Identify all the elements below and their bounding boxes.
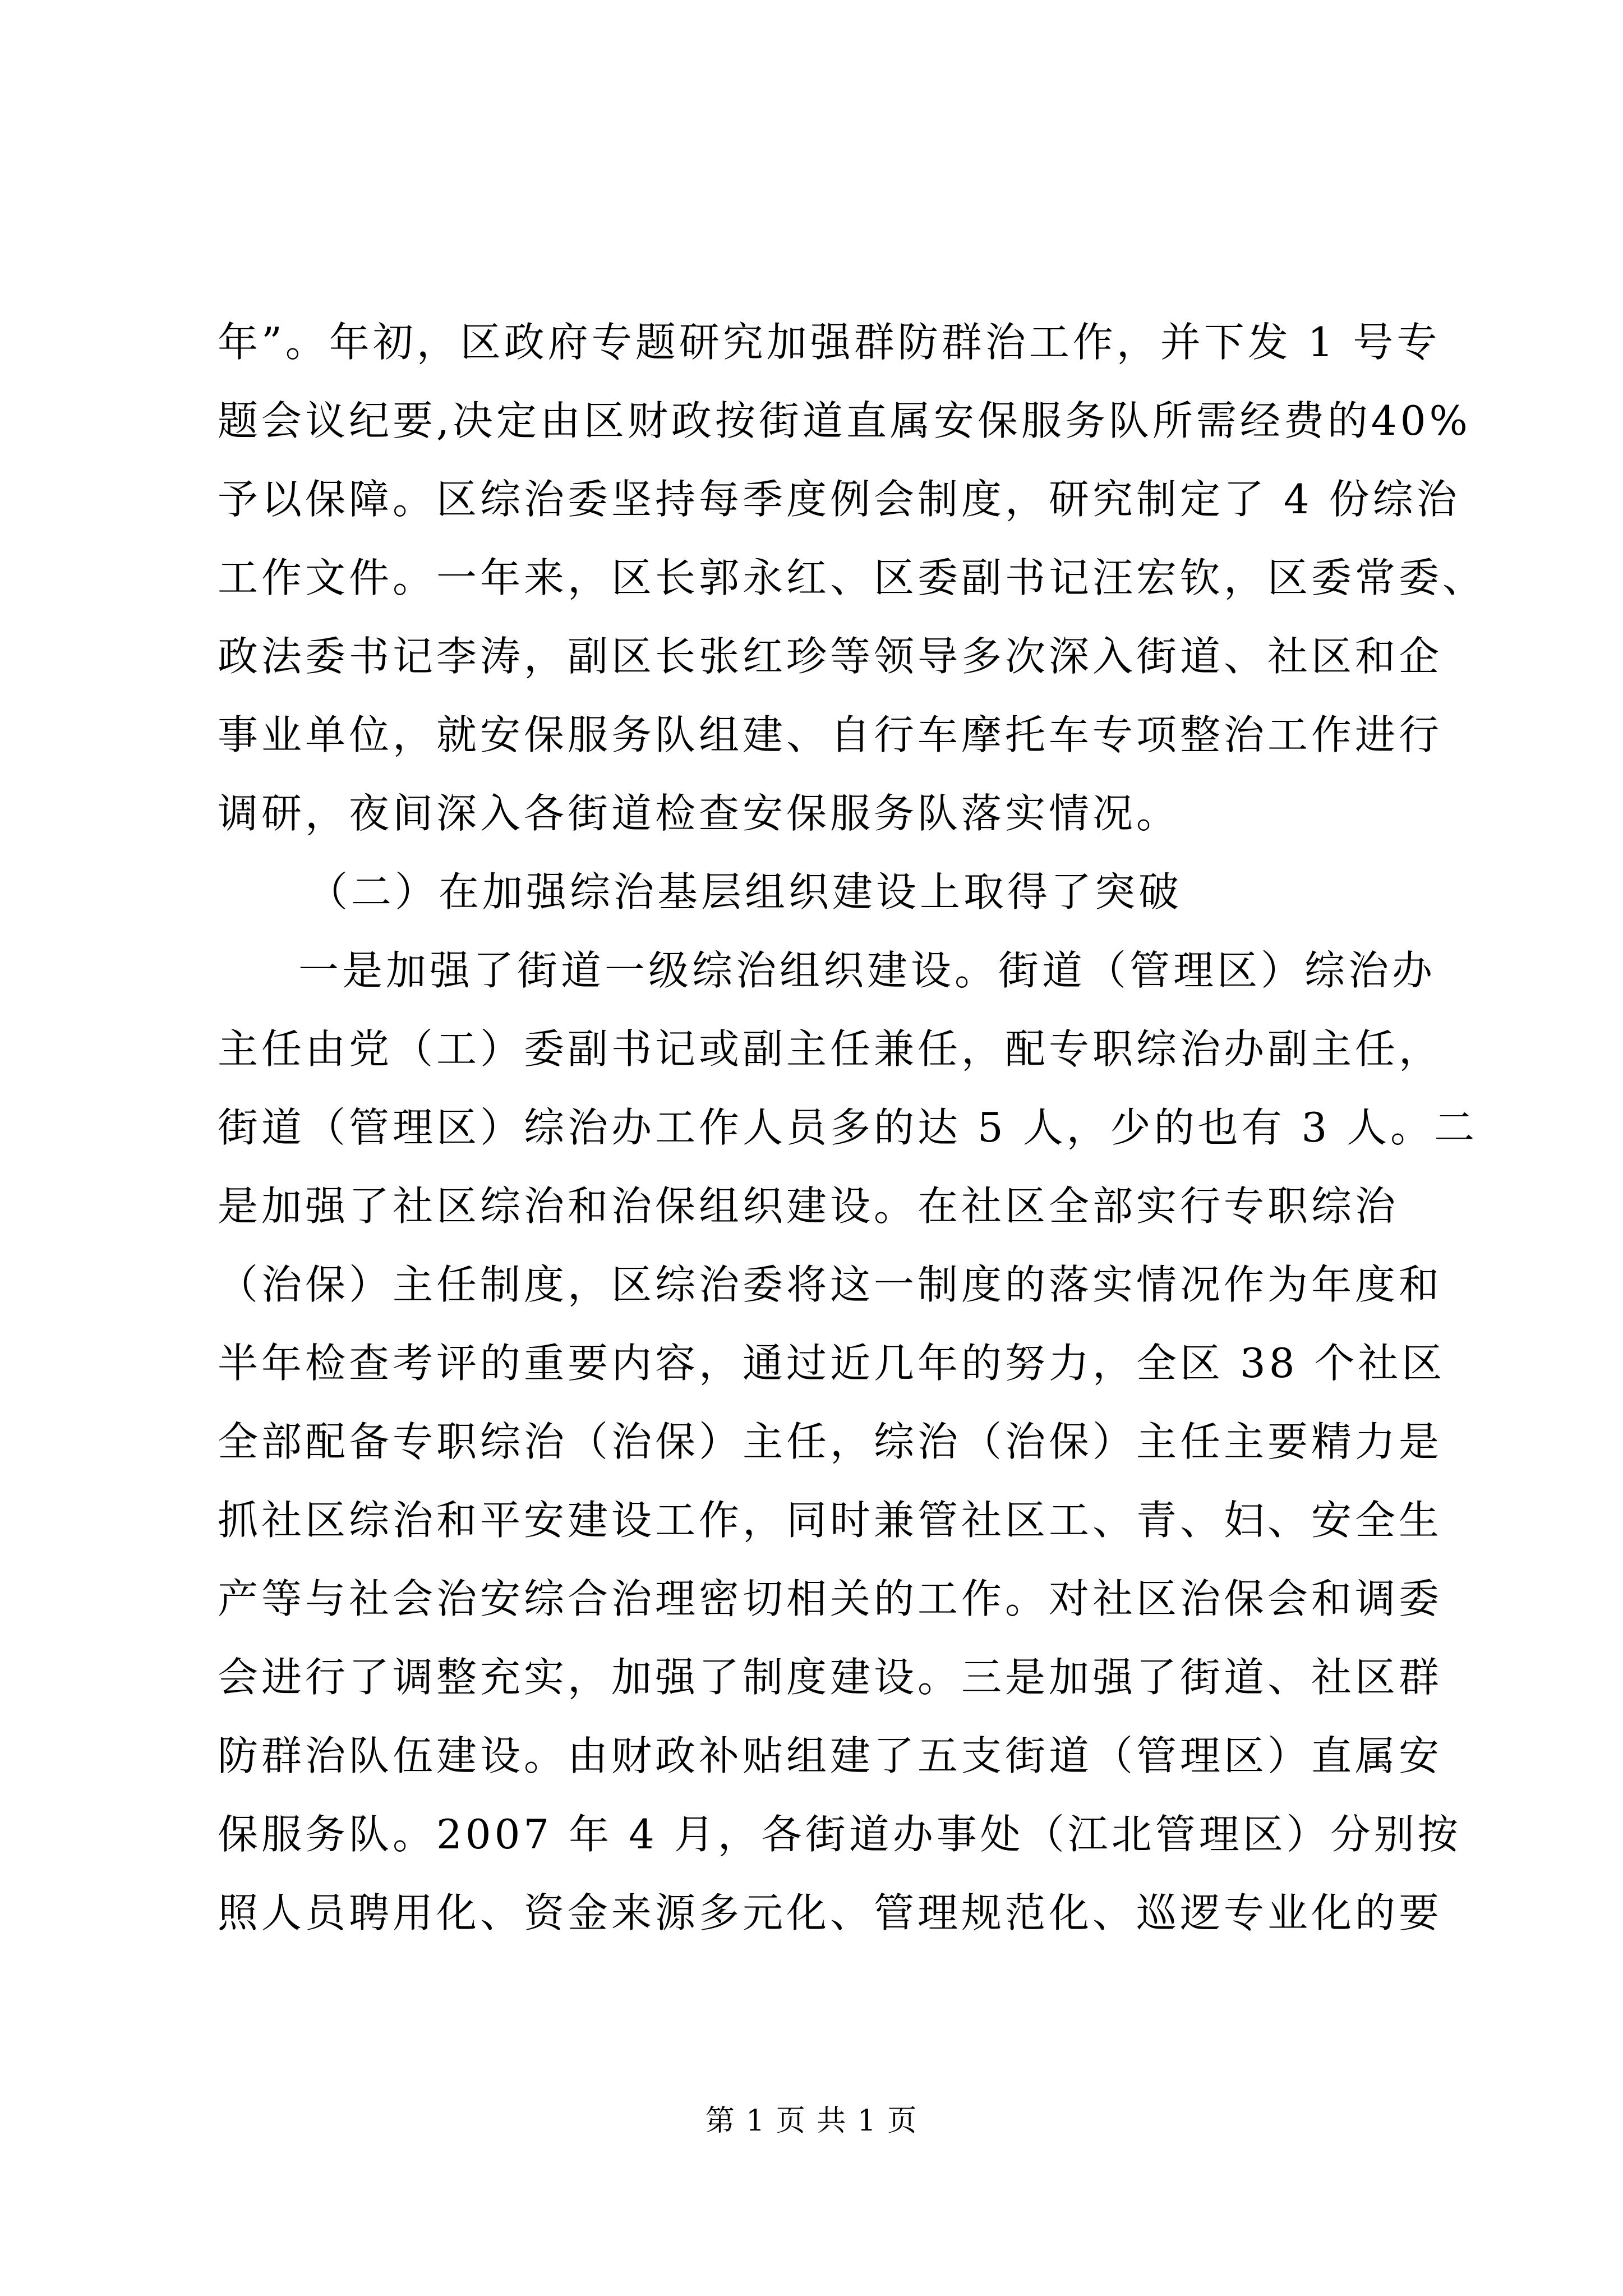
text-line: 街道（管理区）综治办工作人员多的达 5 人，少的也有 3 人。二 — [218, 1104, 1478, 1151]
text-line: 年”。年初，区政府专题研究加强群防群治工作，并下发 1 号专 — [218, 319, 1441, 366]
text-line: 一是加强了街道一级综治组织建设。街道（管理区）综治办 — [298, 947, 1436, 994]
text-line: （治保）主任制度，区综治委将这一制度的落实情况作为年度和 — [218, 1261, 1443, 1308]
text-line: 产等与社会治安综合治理密切相关的工作。对社区治保会和调委 — [218, 1575, 1443, 1622]
text-line: 半年检查考评的重要内容，通过近几年的努力，全区 38 个社区 — [218, 1340, 1446, 1387]
text-line: 全部配备专职综治（治保）主任，综治（治保）主任主要精力是 — [218, 1418, 1443, 1465]
text-line: 调研，夜间深入各街道检查安保服务队落实情况。 — [218, 790, 1181, 837]
text-line: 是加强了社区综治和治保组织建设。在社区全部实行专职综治 — [218, 1182, 1399, 1230]
page-footer: 第 1 页 共 1 页 — [705, 2104, 918, 2138]
section-heading: （二）在加强综治基层组织建设上取得了突破 — [307, 868, 1183, 915]
text-line: 工作文件。一年来，区长郭永红、区委副书记汪宏钦，区委常委、 — [218, 554, 1487, 601]
text-line: 会进行了调整充实，加强了制度建设。三是加强了街道、社区群 — [218, 1654, 1443, 1701]
text-line: 抓社区综治和平安建设工作，同时兼管社区工、青、妇、安全生 — [218, 1497, 1443, 1544]
text-line: 题会议纪要,决定由区财政按街道直属安保服务队所需经费的40% — [218, 397, 1471, 444]
text-line: 事业单位，就安保服务队组建、自行车摩托车专项整治工作进行 — [218, 711, 1443, 758]
text-line: 照人员聘用化、资金来源多元化、管理规范化、巡逻专业化的要 — [218, 1889, 1443, 1936]
text-line: 政法委书记李涛，副区长张红珍等领导多次深入街道、社区和企 — [218, 633, 1443, 680]
text-line: 防群治队伍建设。由财政补贴组建了五支街道（管理区）直属安 — [218, 1732, 1443, 1779]
text-line: 予以保障。区综治委坚持每季度例会制度，研究制定了 4 份综治 — [218, 476, 1460, 523]
text-line: 保服务队。2007 年 4 月，各街道办事处（江北管理区）分别按 — [218, 1811, 1461, 1858]
body-text — [218, 303, 1487, 1952]
text-line: 主任由党（工）委副书记或副主任兼任，配专职综治办副主任， — [218, 1025, 1443, 1073]
